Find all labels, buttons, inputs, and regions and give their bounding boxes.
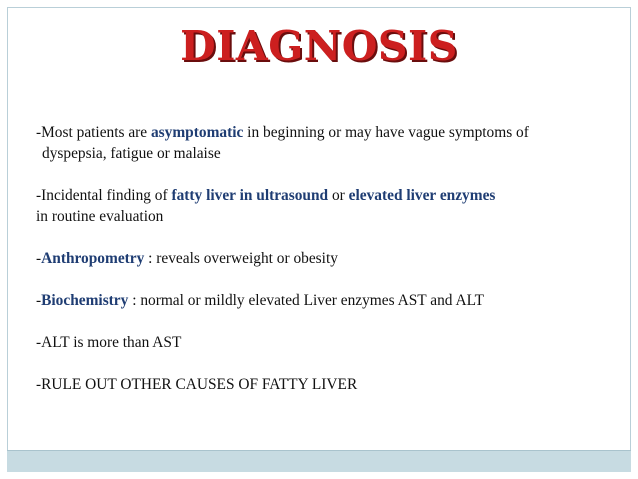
point-line <box>36 122 626 143</box>
point-line: dyspepsia, fatigue or malaise <box>42 145 221 162</box>
point-text: : reveals overweight or obesity <box>144 250 338 267</box>
slide-title: DIAGNOSIS <box>180 22 458 70</box>
point-text: - <box>36 292 42 309</box>
highlight-term: fatty liver in ultrasound <box>171 187 329 204</box>
point-anthropometry <box>36 248 626 269</box>
point-incidental-finding <box>36 185 626 227</box>
point-text: -Incidental finding of <box>36 187 172 204</box>
point-line: in routine evaluation <box>36 208 164 225</box>
point-text: or <box>328 187 349 204</box>
highlight-term: elevated liver enzymes <box>348 187 496 204</box>
highlight-term: Anthropometry <box>41 250 145 267</box>
bottom-band <box>7 450 631 472</box>
point-asymptomatic <box>36 122 626 164</box>
point-text: : normal or mildly elevated Liver enzymes AST and ALT <box>128 292 484 309</box>
point-line: -RULE OUT OTHER CAUSES OF FATTY LIVER <box>36 376 358 393</box>
point-line <box>36 290 626 311</box>
highlight-term: Biochemistry <box>41 292 129 309</box>
point-line: -ALT is more than AST <box>36 334 182 351</box>
point-biochemistry <box>36 290 626 311</box>
point-text: - <box>36 250 42 267</box>
point-text: -Most patients are <box>36 124 151 141</box>
point-line <box>36 185 626 206</box>
point-text: in beginning or may have vague symptoms of <box>243 124 529 141</box>
highlight-term: asymptomatic <box>150 124 244 141</box>
point-alt-vs-ast <box>36 332 626 353</box>
point-rule-out <box>36 374 626 395</box>
bullet-list <box>36 122 626 416</box>
point-line <box>36 248 626 269</box>
